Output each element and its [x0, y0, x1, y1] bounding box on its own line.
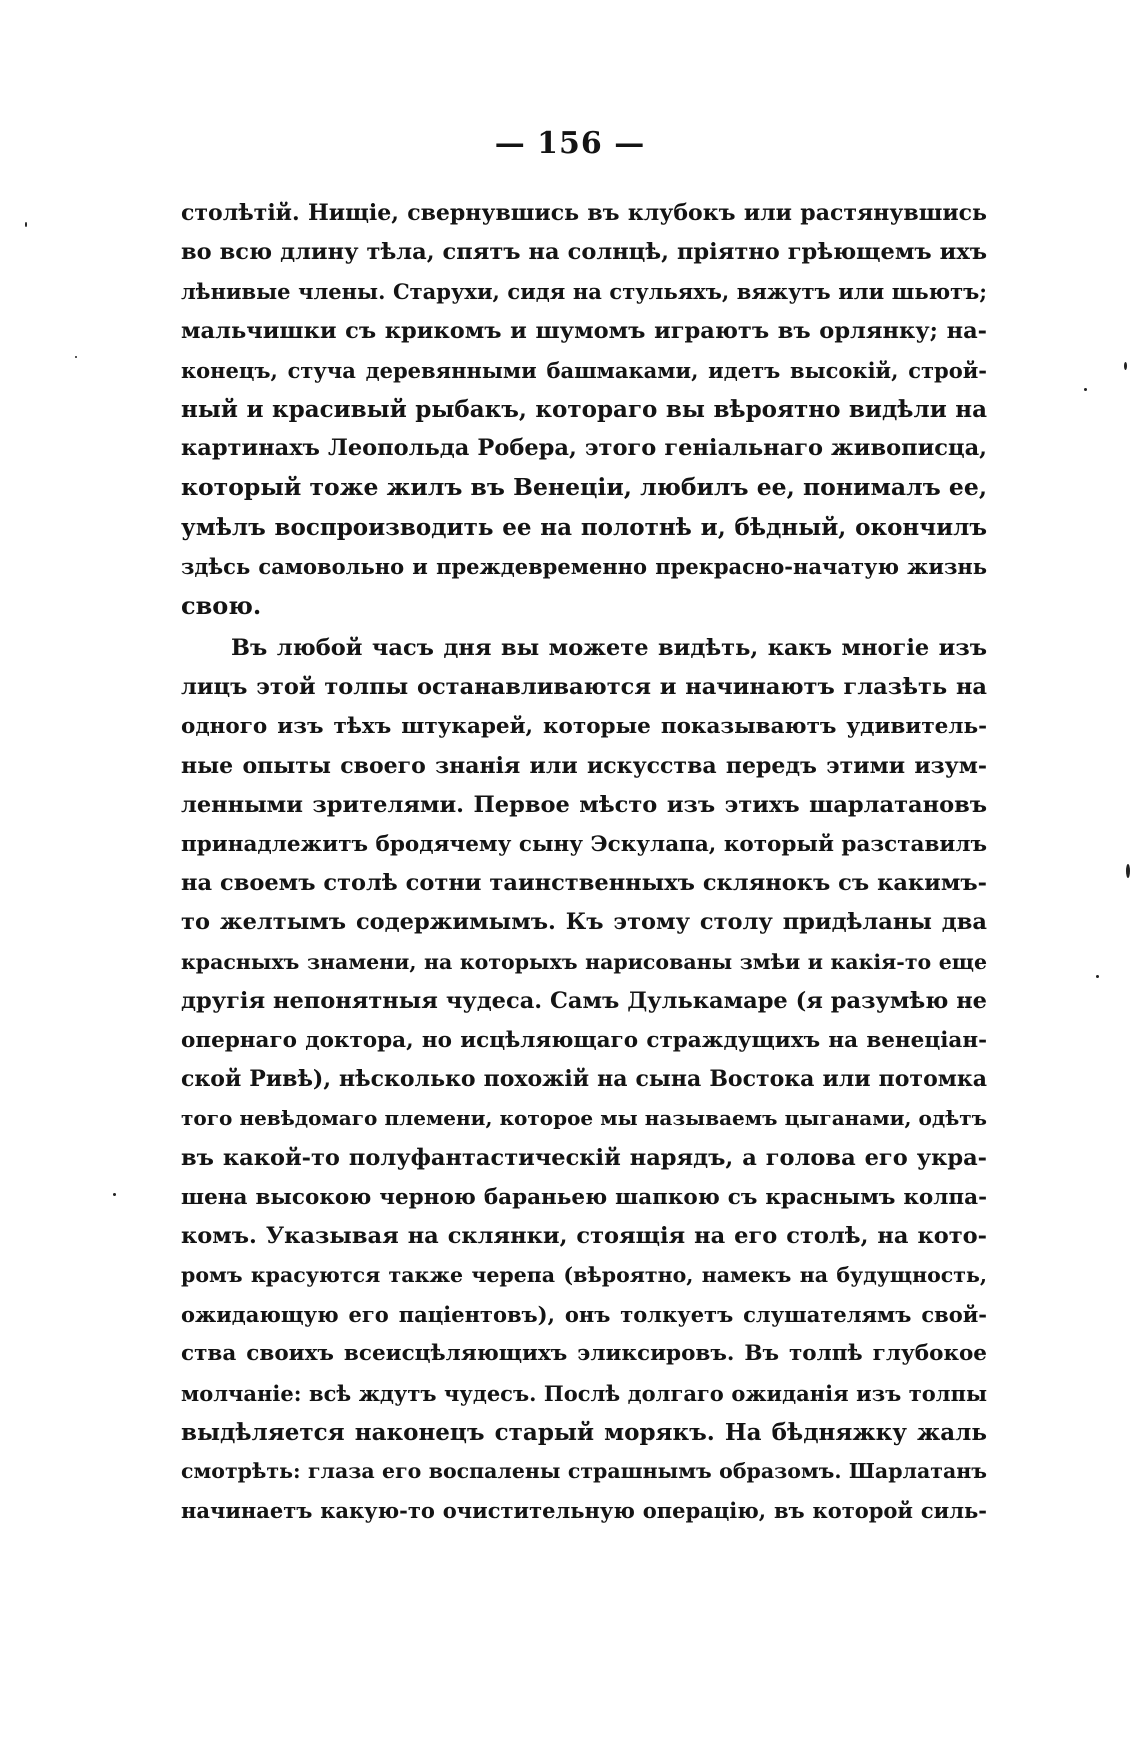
text-line: конецъ, стуча деревянными башмаками, идетъ высокій, строй-	[181, 357, 987, 383]
text-line: ные опыты своего знанія или искусства передъ этими изум-	[181, 752, 987, 779]
text-line: то желтымъ содержимымъ. Къ этому столу придѣланы два	[181, 909, 987, 936]
text-line: въ какой-то полуфантастическій нарядъ, а голова его укра-	[181, 1144, 987, 1171]
text-line: комъ. Указывая на склянки, стоящія на его столѣ, на кото-	[181, 1222, 987, 1249]
text-line: Въ любой часъ дня вы можете видѣть, какъ многіе изъ	[231, 635, 987, 662]
text-line: лѣнивые члены. Старухи, сидя на стульяхъ, вяжутъ или шьютъ;	[181, 279, 987, 305]
text-line: начинаетъ какую-то очистительную операцію, въ которой силь-	[181, 1498, 987, 1524]
body-text	[181, 194, 987, 1530]
scan-speck	[1124, 362, 1127, 370]
page-number: — 156 —	[494, 126, 646, 161]
scan-speck	[1084, 388, 1087, 391]
scan-speck	[1096, 975, 1099, 978]
text-line: ромъ красуются также черепа (вѣроятно, намекъ на будущность,	[181, 1263, 987, 1288]
scan-speck	[113, 1193, 116, 1196]
text-line: свою.	[181, 590, 262, 620]
scan-speck	[1126, 864, 1130, 878]
text-line: ный и красивый рыбакъ, котораго вы вѣроятно видѣли на	[181, 395, 987, 423]
text-line: на своемъ столѣ сотни таинственныхъ склянокъ съ какимъ-	[181, 870, 987, 897]
text-line: ожидающую его паціентовъ), онъ толкуетъ слушателямъ свой-	[181, 1302, 987, 1328]
text-line: ленными зрителями. Первое мѣсто изъ этихъ шарлатановъ	[181, 791, 987, 818]
text-line: здѣсь самовольно и преждевременно прекрасно-начатую жизнь	[181, 553, 987, 579]
text-line: картинахъ Леопольда Робера, этого геніальнаго живописца,	[181, 435, 987, 462]
text-line: умѣлъ воспроизводить ее на полотнѣ и, бѣдный, окончилъ	[181, 513, 987, 541]
text-line: шена высокою черною бараньею шапкою съ краснымъ колпа-	[181, 1184, 987, 1210]
text-line: красныхъ знамени, на которыхъ нарисованы змѣи и какія-то еще	[181, 949, 987, 974]
text-line: лицъ этой толпы останавливаются и начинаютъ глазѣть на	[181, 674, 987, 701]
scan-speck	[25, 222, 27, 227]
text-line: мальчишки съ крикомъ и шумомъ играютъ въ орлянку; на-	[181, 317, 987, 344]
text-line: смотрѣть: глаза его воспалены страшнымъ образомъ. Шарлатанъ	[181, 1459, 987, 1483]
text-line: во всю длину тѣла, спятъ на солнцѣ, пріятно грѣющемъ ихъ	[181, 239, 987, 266]
text-line: другія непонятныя чудеса. Самъ Дулькамаре (я разумѣю не	[181, 987, 987, 1014]
paragraph-2	[181, 629, 987, 1530]
text-line: выдѣляется наконецъ старый морякъ. На бѣдняжку жаль	[181, 1418, 987, 1446]
text-line: принадлежитъ бродячему сыну Эскулапа, который разставилъ	[181, 832, 987, 857]
text-line: того невѣдомаго племени, которое мы называемъ цыганами, одѣтъ	[181, 1106, 987, 1131]
text-line: ской Ривѣ), нѣсколько похожій на сына Востока или потомка	[181, 1066, 987, 1093]
text-line: молчаніе: всѣ ждутъ чудесъ. Послѣ долгаго ожиданія изъ толпы	[181, 1380, 987, 1406]
scan-speck	[75, 356, 77, 358]
text-line: который тоже жилъ въ Венеціи, любилъ ее, понималъ ее,	[181, 473, 987, 502]
text-line: ства своихъ всеисцѣляющихъ эликсировъ. Въ толпѣ глубокое	[181, 1341, 987, 1367]
text-line: опернаго доктора, но исцѣляющаго страждущихъ на венеціан-	[181, 1027, 987, 1053]
paragraph-1	[181, 194, 987, 625]
text-line: одного изъ тѣхъ штукарей, которые показываютъ удивитель-	[181, 714, 987, 740]
text-line: столѣтій. Нищіе, свернувшись въ клубокъ или растянувшись	[181, 200, 987, 226]
